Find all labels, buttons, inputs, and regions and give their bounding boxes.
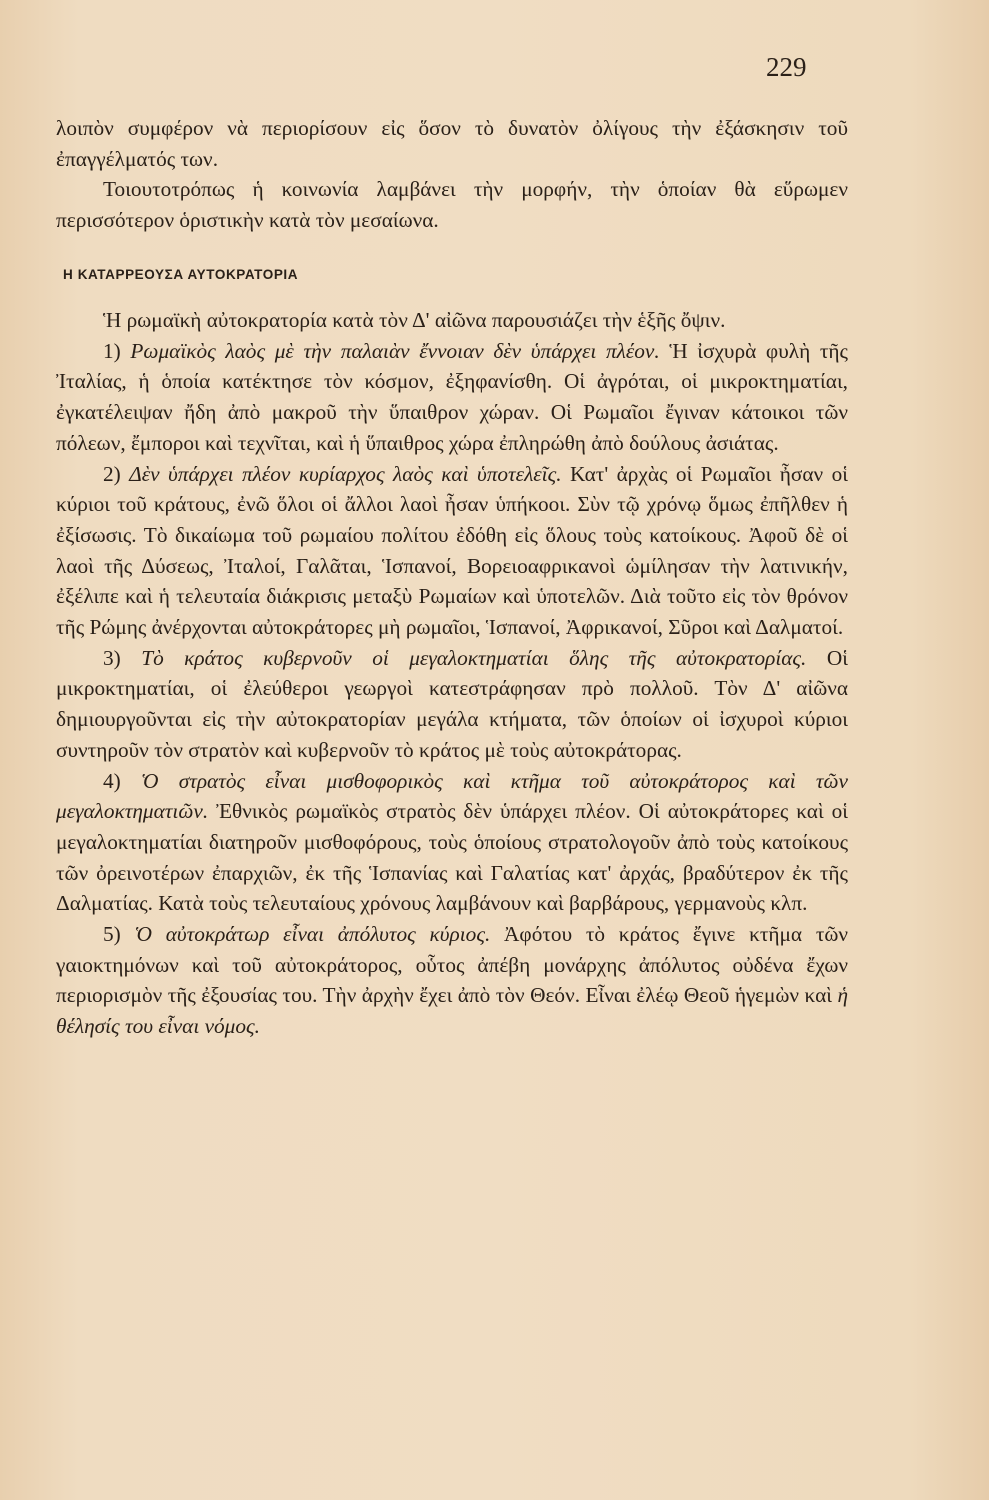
list-item-2 bbox=[56, 459, 848, 643]
section-heading: Η ΚΑΤΑΡΡΕΟΥΣΑ ΑΥΤΟΚΡΑΤΟΡΙΑ bbox=[63, 267, 299, 282]
list-item-3 bbox=[56, 643, 848, 766]
intro-paragraph-2: Τοιουτοτρόπως ἡ κοινωνία λαμβάνει τὴν μορφήν, τὴν ὁποίαν θὰ εὕρωμεν περισσότερον ὁριστικὴν κατὰ τὸν μεσαίωνα. bbox=[56, 177, 848, 233]
intro-paragraph-1: λοιπὸν συμφέρον νὰ περιορίσουν εἰς ὅσον τὸ δυνατὸν ὀλίγους τὴν ἐξάσκησιν τοῦ ἐπαγγέλματός των. bbox=[56, 116, 848, 171]
item-text: Ἀφότου τὸ κράτος ἔγινε κτῆμα τῶν γαιοκτημόνων καὶ τοῦ αὐτοκράτορος, οὗτος ἀπέβη μονάρχης ἀπόλυτος οὐδένα ἔχων περιορισμὸν τῆς ἐξουσίας του. Τὴν ἀρχὴν ἔχει ἀπὸ τὸν Θεόν. Εἶναι ἐλέῳ Θεοῦ ἡγεμὼν καὶ bbox=[56, 922, 849, 1008]
item-title: Δὲν ὑπάρχει πλέον κυρίαρχος λαὸς καὶ ὑποτελεῖς. bbox=[129, 461, 562, 486]
item-title: Τὸ κράτος κυβερνοῦν οἱ μεγαλοκτηματίαι ὅλης τῆς αὐτοκρατορίας. bbox=[141, 645, 807, 670]
list-item-4 bbox=[56, 766, 848, 920]
item-title-end: ἡ θέλησίς του εἶναι νόμος. bbox=[56, 983, 849, 1039]
item-number: 4) bbox=[103, 768, 121, 793]
item-number: 1) bbox=[103, 338, 121, 363]
item-text: Οἱ μικροκτηματίαι, οἱ ἐλεύθεροι γεωργοὶ κατεστράφησαν πρὸ πολλοῦ. Τὸν Δ' αἰῶνα δημιουργοῦνται εἰς τὴν αὐτοκρατορίαν μεγάλα κτήματα, τῶν ὁποίων οἱ ἰσχυροὶ κύριοι συντηροῦν τὸν στρατὸν καὶ κυβερνοῦν τὸ κράτος μὲ τοὺς αὐτοκράτορας. bbox=[56, 645, 848, 762]
item-number: 3) bbox=[103, 645, 121, 670]
item-text: Κατ' ἀρχὰς οἱ Ρωμαῖοι ἦσαν οἱ κύριοι τοῦ κράτους, ἐνῶ ὅλοι οἱ ἄλλοι λαοὶ ἦσαν ὑπήκοοι. Σὺν τῷ χρόνῳ ὅμως ἐπῆλθεν ἡ ἐξίσωσις. Τὸ δικαίωμα τοῦ ρωμαίου πολίτου ἐδόθη εἰς ὅλους τοὺς κατοίκους. Ἀφοῦ δὲ οἱ λαοὶ τῆς Δύσεως, Ἰταλοί, Γαλᾶται, Ἱσπανοί, Βορειοαφρικανοὶ ὡμίλησαν τὴν λατινικήν, ἐξέλιπε καὶ ἡ τελευταία διάκρισις μεταξὺ Ρωμαίων καὶ ὑποτελῶν. Διὰ τοῦτο εἰς τὸν θρόνον τῆς Ρώμης ἀνέρχονται αὐτοκράτορες μὴ ρωμαῖοι, Ἱσπανοί, Ἀφρικανοί, Σῦροι καὶ Δαλματοί. bbox=[56, 461, 849, 640]
item-text: Ἐθνικὸς ρωμαϊκὸς στρατὸς δὲν ὑπάρχει πλέον. Οἱ αὐτοκράτορες καὶ οἱ μεγαλοκτηματίαι διατηροῦν μισθοφόρους, τοὺς ὁποίους στρατολογοῦν ἀπὸ τοὺς κατοίκους τῶν ὀρεινοτέρων ἐπαρχιῶν, ἐκ τῆς Ἱσπανίας καὶ Γαλατίας κατ' ἀρχάς, βραδύτερον ἐκ τῆς Δαλματίας. Κατὰ τοὺς τελευταίους χρόνους λαμβάνουν καὶ βαρβάρους, γερμανοὺς κλπ. bbox=[56, 799, 848, 916]
item-title: Ὁ αὐτοκράτωρ εἶναι ἀπόλυτος κύριος. bbox=[134, 922, 491, 947]
section-body bbox=[56, 305, 848, 1042]
list-item-1 bbox=[56, 336, 848, 459]
item-number: 2) bbox=[103, 461, 121, 486]
section-lead-paragraph: Ἡ ρωμαϊκὴ αὐτοκρατορία κατὰ τὸν Δ' αἰῶνα παρουσιάζει τὴν ἑξῆς ὄψιν. bbox=[103, 308, 726, 332]
intro-text bbox=[56, 113, 848, 236]
item-title: Ρωμαϊκὸς λαὸς μὲ τὴν παλαιὰν ἔννοιαν δὲν ὑπάρχει πλέον. bbox=[130, 338, 660, 363]
item-text: Ἡ ἰσχυρὰ φυλὴ τῆς Ἰταλίας, ἡ ὁποία κατέκτησε τὸν κόσμον, ἐξηφανίσθη. Οἱ ἀγρόται, οἱ μικροκτηματίαι, ἐγκατέλειψαν ἤδη ἀπὸ μακροῦ τὴν ὕπαιθρον χώραν. Οἱ Ρωμαῖοι ἔγιναν κάτοικοι τῶν πόλεων, ἔμποροι καὶ τεχνῖται, καὶ ἡ ὕπαιθρος χώρα ἐπληρώθη ἀπὸ δούλους ἀσιάτας. bbox=[56, 338, 848, 455]
item-number: 5) bbox=[103, 922, 121, 947]
list-item-5 bbox=[56, 919, 848, 1042]
page-number: 229 bbox=[766, 52, 807, 82]
item-title: Ὁ στρατὸς εἶναι μισθοφορικὸς καὶ κτῆμα τοῦ αὐτοκράτορος καὶ τῶν μεγαλοκτηματιῶν. bbox=[56, 768, 848, 824]
